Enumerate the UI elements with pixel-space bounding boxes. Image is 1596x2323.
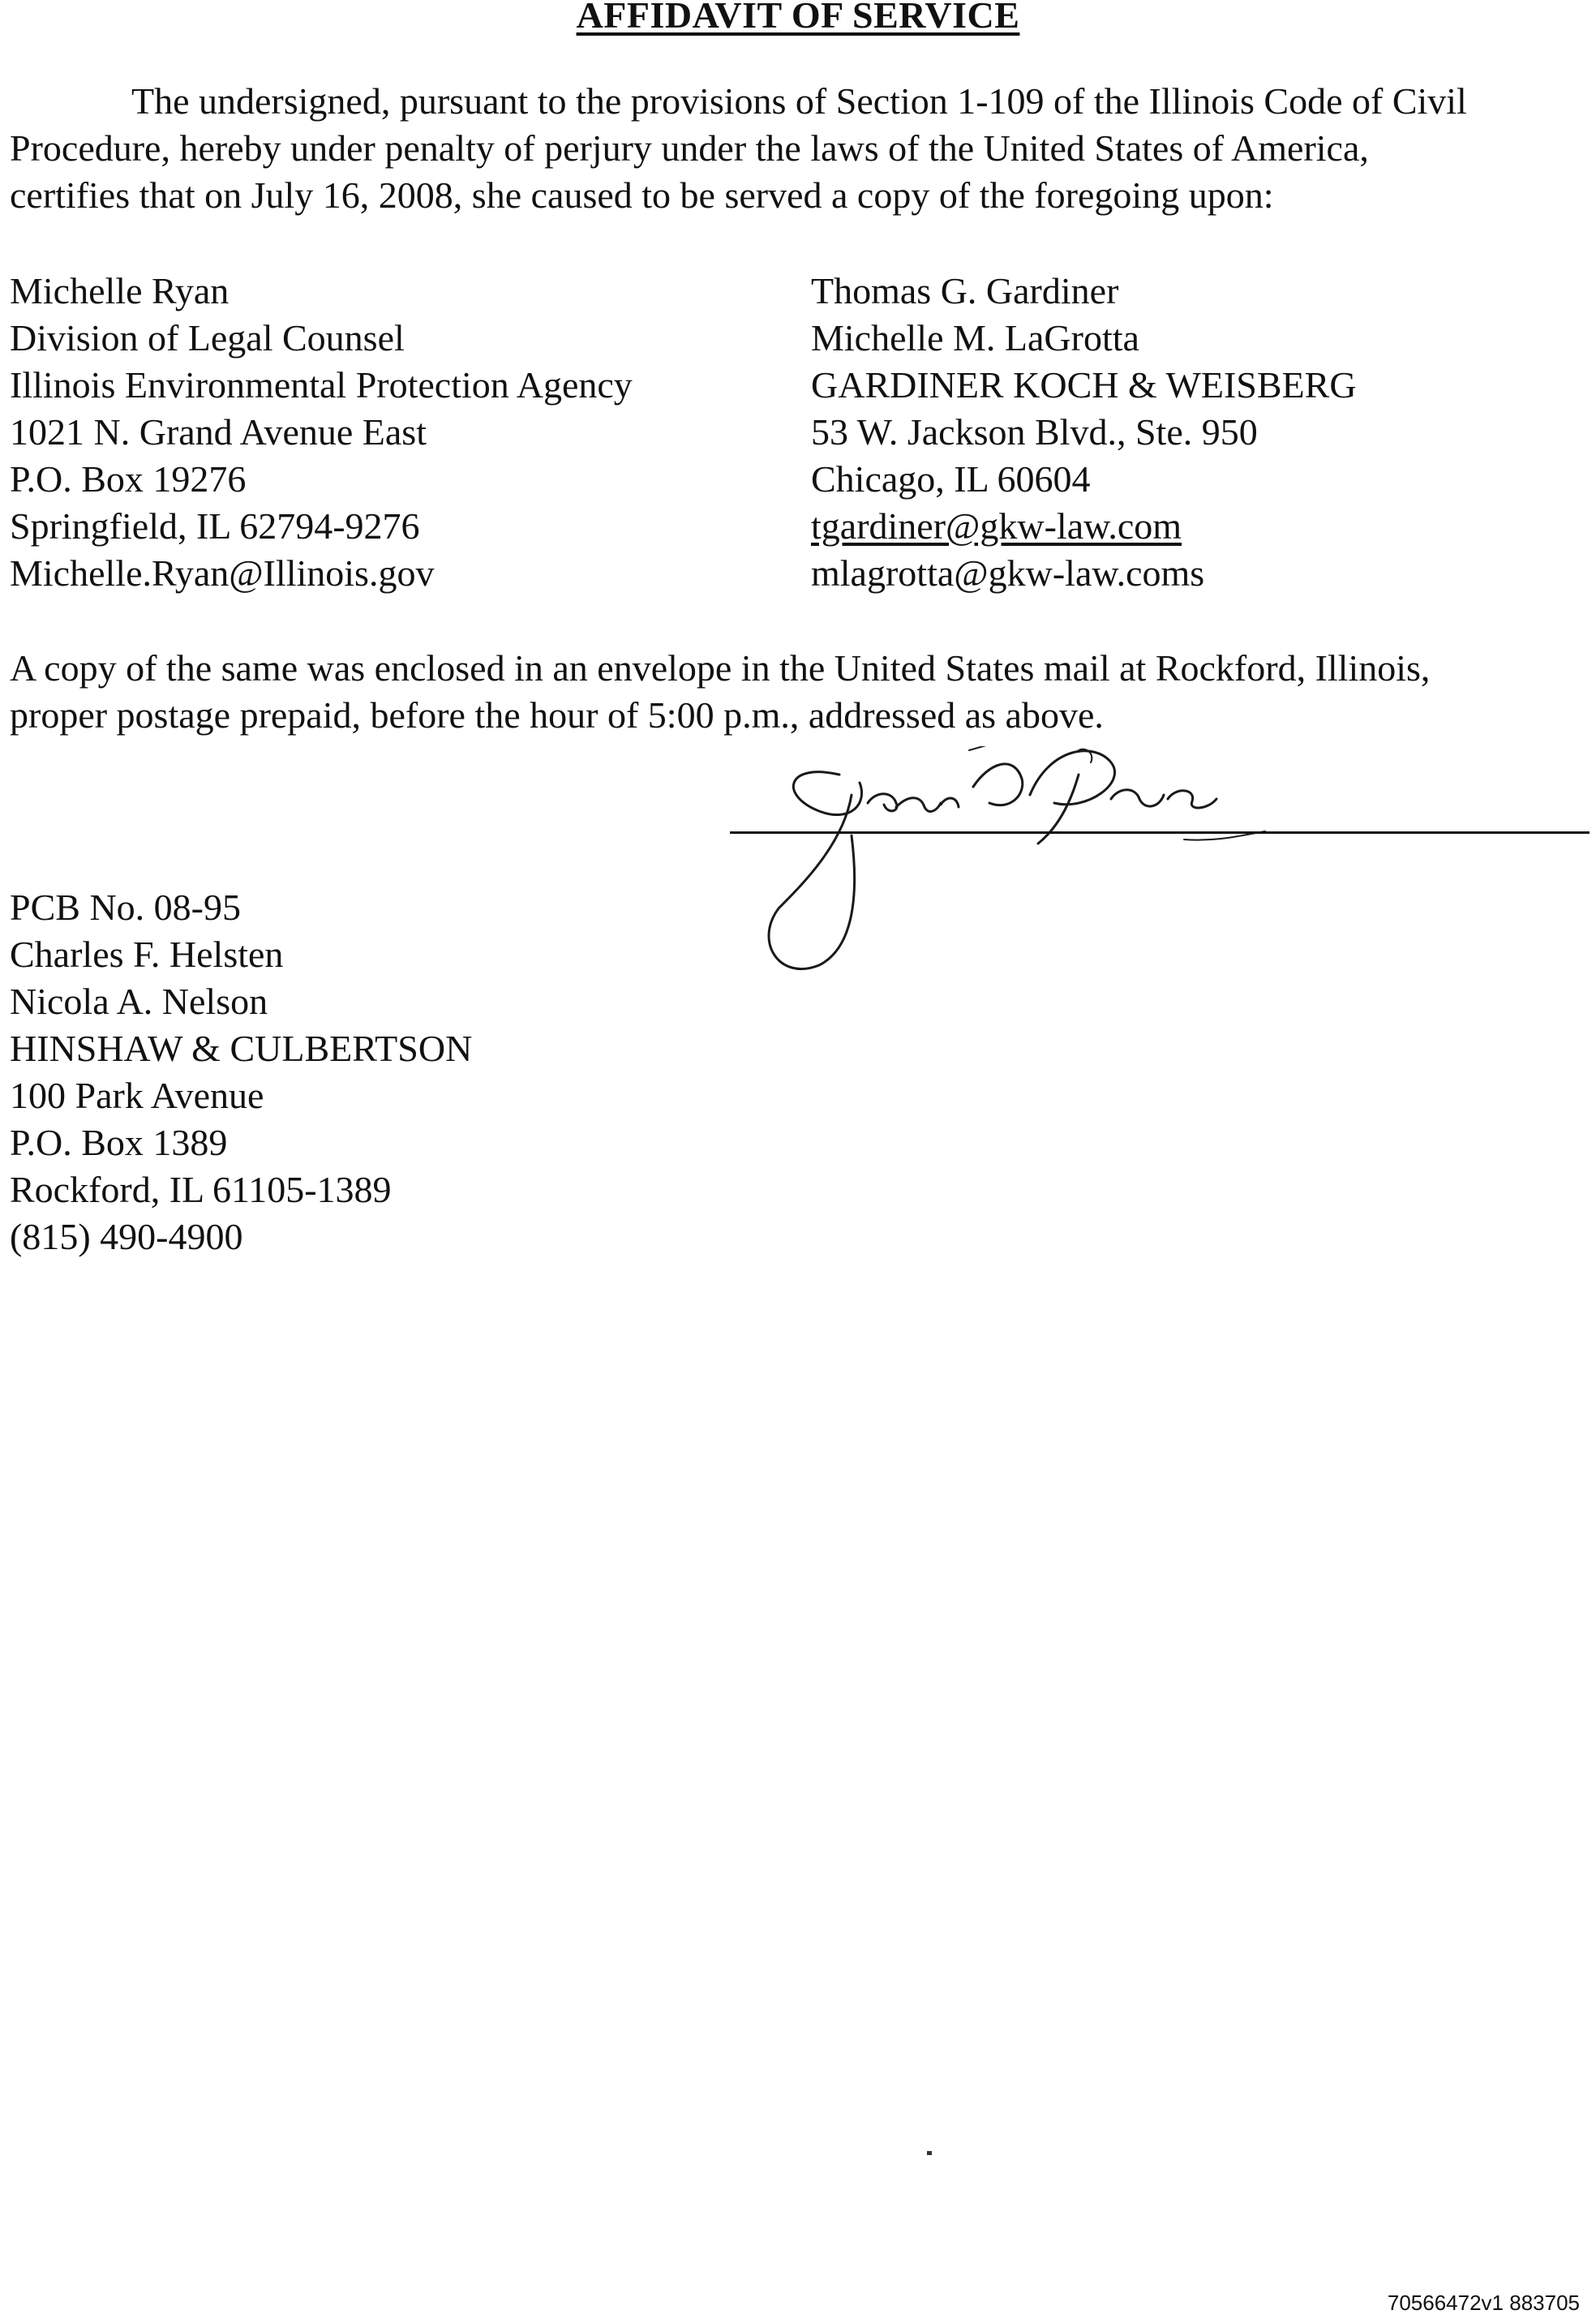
address-line: Springfield, IL 62794-9276 — [10, 505, 420, 547]
mailing-paragraph — [10, 645, 1583, 739]
intro-paragraph — [10, 78, 1583, 219]
address-line: Michelle Ryan — [10, 270, 230, 311]
email-address: Michelle.Ryan@Illinois.gov — [10, 552, 435, 594]
handwritten-signature — [730, 746, 1314, 990]
address-line: GARDINER KOCH & WEISBERG — [811, 364, 1357, 406]
case-number: PCB No. 08-95 — [10, 887, 241, 928]
address-line: Division of Legal Counsel — [10, 317, 405, 359]
address-line: P.O. Box 1389 — [10, 1122, 228, 1163]
attorney-name: Nicola A. Nelson — [10, 981, 268, 1022]
address-line: Rockford, IL 61105-1389 — [10, 1169, 392, 1210]
attorney-name: Charles F. Helsten — [10, 934, 284, 975]
recipient-address-left — [10, 268, 633, 597]
signature-line — [730, 831, 1590, 834]
mailing-line: A copy of the same was enclosed in an envelope in the United States mail at Rockford, Illinois, — [10, 647, 1431, 689]
address-line: 1021 N. Grand Avenue East — [10, 411, 427, 453]
mailing-line: proper postage prepaid, before the hour of 5:00 p.m., addressed as above. — [10, 694, 1104, 736]
signature-block — [10, 884, 472, 1260]
address-line: Chicago, IL 60604 — [811, 458, 1091, 500]
intro-line: certifies that on July 16, 2008, she caused to be served a copy of the foregoing upon: — [10, 174, 1274, 216]
address-line: 53 W. Jackson Blvd., Ste. 950 — [811, 411, 1258, 453]
address-line: Thomas G. Gardiner — [811, 270, 1119, 311]
stray-mark — [927, 2151, 932, 2155]
document-title: AFFIDAVIT OF SERVICE — [576, 0, 1020, 36]
recipient-address-right — [811, 268, 1357, 597]
address-line: Illinois Environmental Protection Agency — [10, 364, 633, 406]
footer-document-id: 70566472v1 883705 — [1387, 2291, 1580, 2315]
phone-number: (815) 490-4900 — [10, 1216, 243, 1257]
intro-line: Procedure, hereby under penalty of perjury under the laws of the United States of America, — [10, 127, 1369, 169]
email-address: mlagrotta@gkw-law.coms — [811, 552, 1205, 594]
address-line: Michelle M. LaGrotta — [811, 317, 1139, 359]
address-line: 100 Park Avenue — [10, 1075, 264, 1116]
firm-name: HINSHAW & CULBERTSON — [10, 1028, 473, 1069]
intro-line: The undersigned, pursuant to the provisions of Section 1-109 of the Illinois Code of Civil — [131, 80, 1467, 122]
address-line: P.O. Box 19276 — [10, 458, 247, 500]
email-link[interactable]: tgardiner@gkw-law.com — [811, 505, 1182, 547]
